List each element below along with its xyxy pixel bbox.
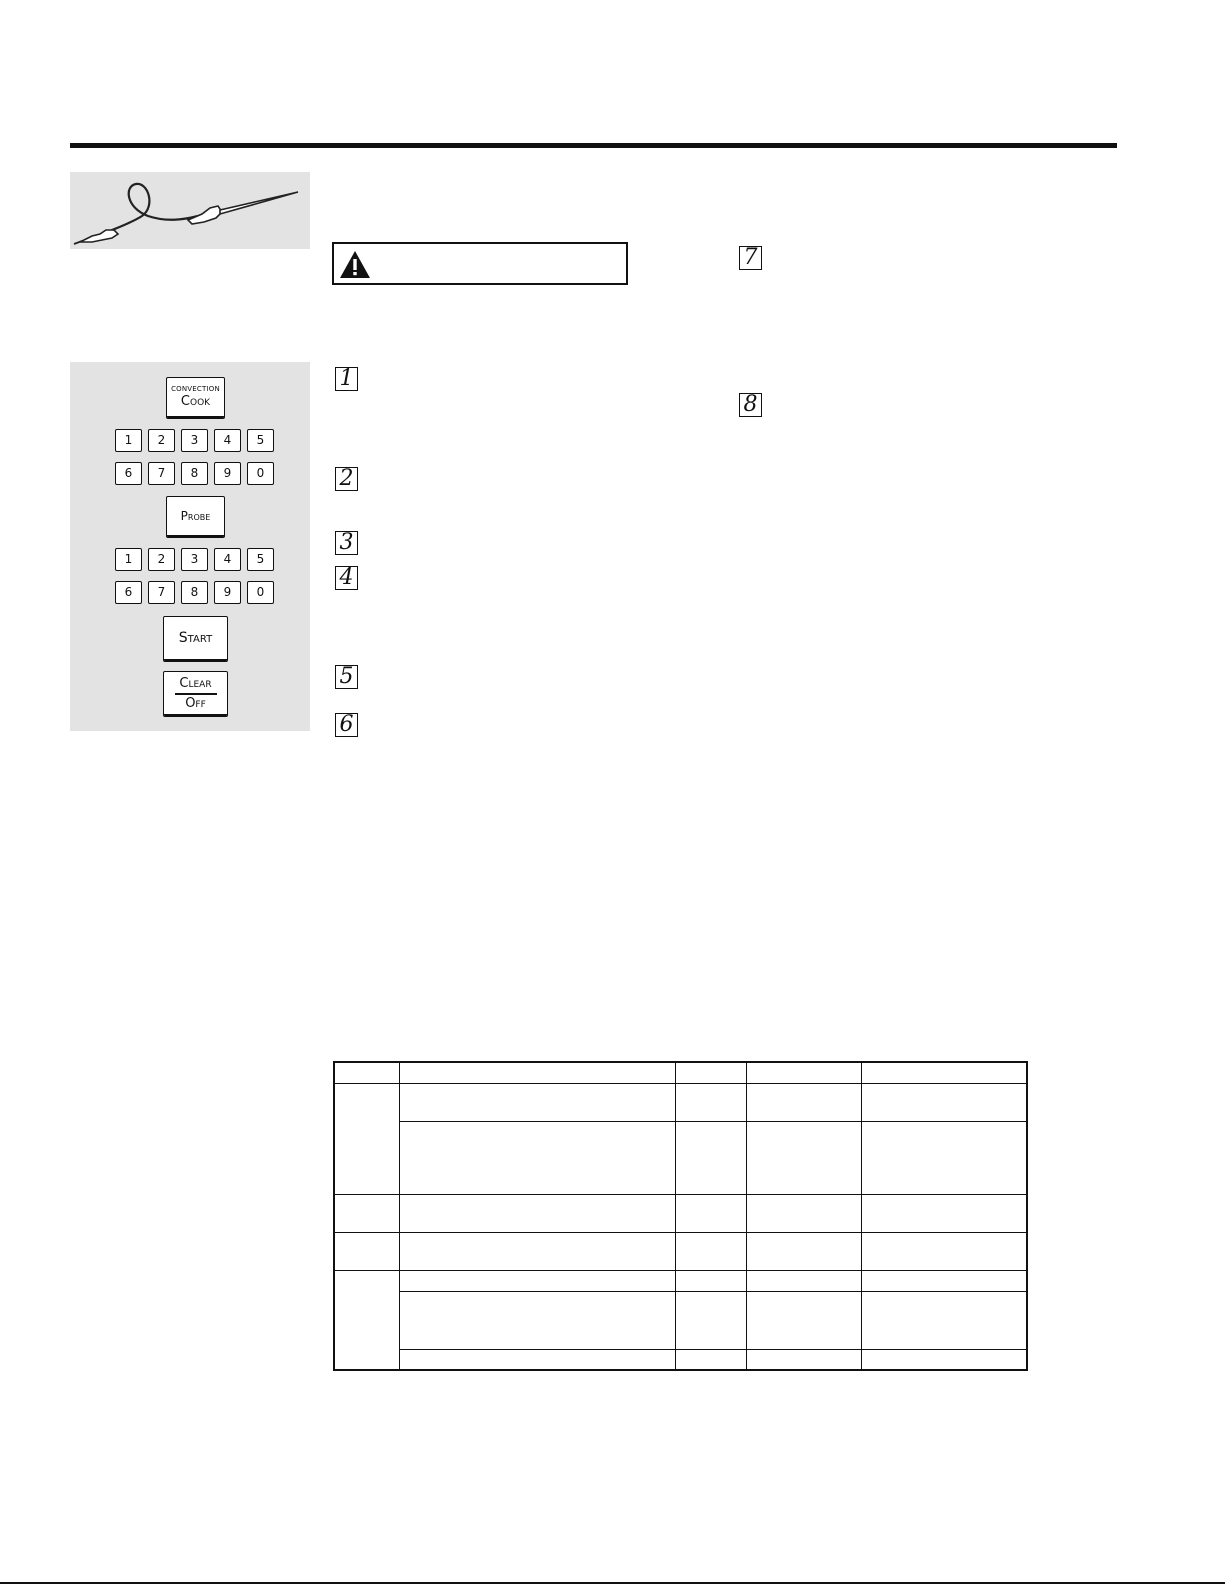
table-cell [400, 1121, 675, 1194]
table-cell [861, 1121, 1027, 1194]
table-row [334, 1121, 1027, 1194]
warning-triangle-icon [338, 249, 372, 280]
table-cell [747, 1291, 862, 1349]
temperature-probe-icon [70, 172, 310, 249]
table-cell [334, 1083, 400, 1194]
probe-key[interactable]: Probe [166, 496, 225, 538]
table-header-row [334, 1062, 1027, 1083]
digit-key-1[interactable]: 1 [115, 429, 142, 452]
table-cell [675, 1349, 747, 1370]
digit-key-7[interactable]: 7 [148, 462, 175, 485]
table-cell [675, 1083, 747, 1121]
table-header-cell [675, 1062, 747, 1083]
step-6-marker: 6 [335, 713, 358, 737]
table-cell [675, 1291, 747, 1349]
key-divider [175, 693, 217, 695]
off-label: Off [185, 695, 206, 711]
convection-label: CONVECTION [171, 385, 220, 393]
table-cell [747, 1349, 862, 1370]
table-cell [861, 1349, 1027, 1370]
digit-key-5[interactable]: 5 [247, 548, 274, 571]
table-row [334, 1270, 1027, 1291]
table-cell [400, 1194, 675, 1232]
cooking-guide-table [333, 1061, 1028, 1371]
digit-key-8[interactable]: 8 [181, 462, 208, 485]
table-row [334, 1291, 1027, 1349]
digit-key-2[interactable]: 2 [148, 548, 175, 571]
table-cell [400, 1083, 675, 1121]
table-cell [861, 1083, 1027, 1121]
table-cell [861, 1291, 1027, 1349]
table-cell [747, 1232, 862, 1270]
table-row [334, 1194, 1027, 1232]
digit-key-6[interactable]: 6 [115, 462, 142, 485]
digit-key-8[interactable]: 8 [181, 581, 208, 604]
step-8-marker: 8 [739, 393, 762, 417]
digit-key-2[interactable]: 2 [148, 429, 175, 452]
digit-key-7[interactable]: 7 [148, 581, 175, 604]
table-cell [400, 1270, 675, 1291]
table-cell [675, 1121, 747, 1194]
clear-off-key[interactable] [163, 671, 228, 717]
table-row [334, 1349, 1027, 1370]
digit-key-6[interactable]: 6 [115, 581, 142, 604]
digit-key-0[interactable]: 0 [247, 581, 274, 604]
table-cell [400, 1349, 675, 1370]
digit-key-3[interactable]: 3 [181, 548, 208, 571]
table-cell [334, 1270, 400, 1370]
table-cell [400, 1232, 675, 1270]
table-cell [861, 1194, 1027, 1232]
table-cell [747, 1194, 862, 1232]
digit-key-5[interactable]: 5 [247, 429, 274, 452]
digit-key-9[interactable]: 9 [214, 462, 241, 485]
cook-label: Cook [180, 394, 211, 409]
digit-key-1[interactable]: 1 [115, 548, 142, 571]
footer-rule [0, 1582, 1225, 1584]
table-cell [400, 1291, 675, 1349]
step-2-marker: 2 [335, 467, 358, 491]
table-header-cell [334, 1062, 400, 1083]
table-row [334, 1083, 1027, 1121]
table-cell [747, 1270, 862, 1291]
table-cell [747, 1083, 862, 1121]
warning-box [332, 242, 628, 285]
digit-key-9[interactable]: 9 [214, 581, 241, 604]
step-5-marker: 5 [335, 665, 358, 689]
table-cell [334, 1232, 400, 1270]
probe-illustration-panel [70, 172, 310, 249]
table-cell [861, 1232, 1027, 1270]
step-7-marker: 7 [739, 246, 762, 270]
step-3-marker: 3 [335, 531, 358, 555]
step-1-marker: 1 [335, 367, 358, 391]
table-row [334, 1232, 1027, 1270]
digit-key-3[interactable]: 3 [181, 429, 208, 452]
table-cell [747, 1121, 862, 1194]
clear-label: Clear [179, 676, 212, 691]
header-rule [70, 143, 1117, 148]
digit-key-0[interactable]: 0 [247, 462, 274, 485]
table-cell [675, 1194, 747, 1232]
table-cell [675, 1232, 747, 1270]
digit-key-4[interactable]: 4 [214, 548, 241, 571]
table-cell [861, 1270, 1027, 1291]
table-header-cell [400, 1062, 675, 1083]
digit-key-4[interactable]: 4 [214, 429, 241, 452]
convection-cook-key[interactable] [166, 377, 225, 419]
table-header-cell [747, 1062, 862, 1083]
table-header-cell [861, 1062, 1027, 1083]
step-4-marker: 4 [335, 566, 358, 590]
table-cell [675, 1270, 747, 1291]
table-cell [334, 1194, 400, 1232]
start-key[interactable]: Start [163, 616, 228, 662]
keypad-panel [70, 362, 310, 731]
